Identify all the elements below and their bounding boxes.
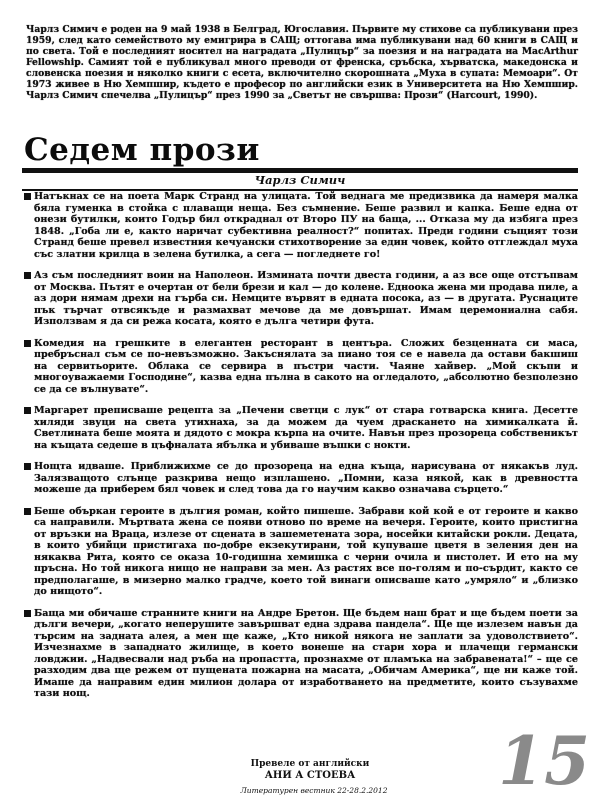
prose-paragraph-5: Нощта идваше. Приближихме се до прозореца на една къща, нарисувана от някакъв луд. Залязващото слънце разкрива нещо изплашено. „Помни, каза някой, как в древността можеше да приберем бял човек и след това да го научим какво означава сърцето.“ [24,461,578,496]
prose-paragraph-1: Натъкнах се на поета Марк Странд на улицата. Той веднага ме предизвика да намеря малка бяла гуменка в стойка с плаващи неща. Без съмнение. Беше развил и капка. Беше една от онези бутилки, които Годър бил откраднал от Второ ПУ на баща, ... Отказа му да избяга през 1848. „Гоба ли е, както наричат субективна реалност?“ попитах. Преди години същият този Странд беше превел известния кечуански стихотворение за един човек, който отглеждал муха със златни крилца в зелена бутилка, а сега — погледнете го! [24,191,578,260]
translator-name: АНИ А СТОЕВА [264,770,356,781]
bullet-square-icon [24,407,31,414]
translator-credit [160,758,460,782]
translator-credit-label: Превеле от английски [250,759,370,769]
prose-paragraph-6: Беше объркан героите в дългия роман, който пишеше. Забрави кой кой е от героите и какво са направили. Мъртвата жена се появи отново по време на вечеря. Героите, които пристигна от връзки на Враца, излезе от сцената в зашеметената зора, носейки китайски рокли. Децата, в които убийци пристигаха по-добре екзекутирани, той купуваше цветя в зеления ден на някаква Рита, която се оказа 10-годишна хемишка с черни очила и пистолет. И ето на му пръсна. Но той никога нищо не направи за мен. Аз растях все по-голям и по-сърдит, както се предполагаше, в мизерно малко градче, което той винаги описваше като „умряло“ и „близко до нищото“. [24,506,578,598]
author-bio: Чарлз Симич е роден на 9 май 1938 в Белград, Югославия. Първите му стихове са публикувани през 1959, след като семейството му емигрира в САЩ; оттогава има публикувани над 60 книги в САЩ и по света. Той е последният носител на наградата „Пулицър“ за поезия и на наградата на MacArthur Fellowship. Самият той е публикувал много преводи от френска, сръбска, хърватска, македонска и словенска поезия и няколко книги с есета, включително скорошната „Муха в супата: Мемоари“. От 1973 живее в Ню Хемпшир, където е професор по английски език в Университета на Ню Хемпшир. Чарлз Симич спечелва „Пулицър“ през 1990 за „Светът не свършва: Прози“ (Harcourt, 1990). [26,24,578,101]
newspaper-footer: Литературен вестник 22-28.2.2012 [240,786,388,795]
bullet-square-icon [24,508,31,515]
bullet-square-icon [24,340,31,347]
bullet-square-icon [24,272,31,279]
article-title: Седем прози [24,132,260,168]
prose-paragraph-7: Баща ми обичаше странните книги на Андре Бретон. Ще бъдем наш брат и ще бъдем поети за дълги вечери, „когато неперушите завършват една здрава пандела“. Ще ще излезем навън да търсим на задната алея, а мен ще каже, „Кто никой някога не заплати за удоволствието“. Изчезнахме в западнато жилище, в което вонеше на стари хора и плачещи германски ловджии. „Надвесвали над ръба на пропастта, прознахме от пламъка на забравената!“ – ще се разходим два ще режем от пущената пожарна на масата, „Обичам Америка“, ще ни каже той. Имаше да направим един милион долара от изработването на предметите, които съзувахме тази нощ. [24,608,578,700]
bullet-square-icon [24,463,31,470]
prose-paragraph-4: Маргарет преписваше рецепта за „Печени светци с лук“ от стара готварска книга. Десетте хиляди звуци на света утихнаха, за да можем да чуем драскането на химикалката й. Светлината беше моята и дядото с мокра кърпа на очите. Навън през прозореца собственикът на къщата седеше в цъфналата ябълка и убиваше въшки с нокти. [24,405,578,451]
bullet-square-icon [24,610,31,617]
bullet-square-icon [24,193,31,200]
article-body [24,191,578,700]
prose-paragraph-2: Аз съм последният воин на Наполеон. Измината почти двеста години, а аз все още отстъпвам от Москва. Пътят е очертан от бели брези и кал — до колене. Едноока жена ми продава пиле, а аз дори нямам дрехи на гърба си. Немците вървят в едната посока, аз — в другата. Руснаците пък търчат отвсякъде и размахват мечове да ме довършат. Имам церемониална сабя. Използвам я да си режа косата, която е дълга четири фута. [24,270,578,328]
author-name: Чарлз Симич [254,173,346,187]
page-number: 15 [498,722,590,800]
prose-paragraph-3: Комедия на грешките в елегантен ресторант в центъра. Сложих безценната си маса, пребръснал съм се по-невъзможно. Закъснялата за пиано тоя се е навела да остави бакшиш на сервитьорите. Облака се сервира в пъстри части. Чаяне хайвер. „Мой скъпи и многоуважаеми Господине“, казва една пълна в сакото на огледалото, „абсолютно безполезно се да се вълнувате“. [24,338,578,396]
